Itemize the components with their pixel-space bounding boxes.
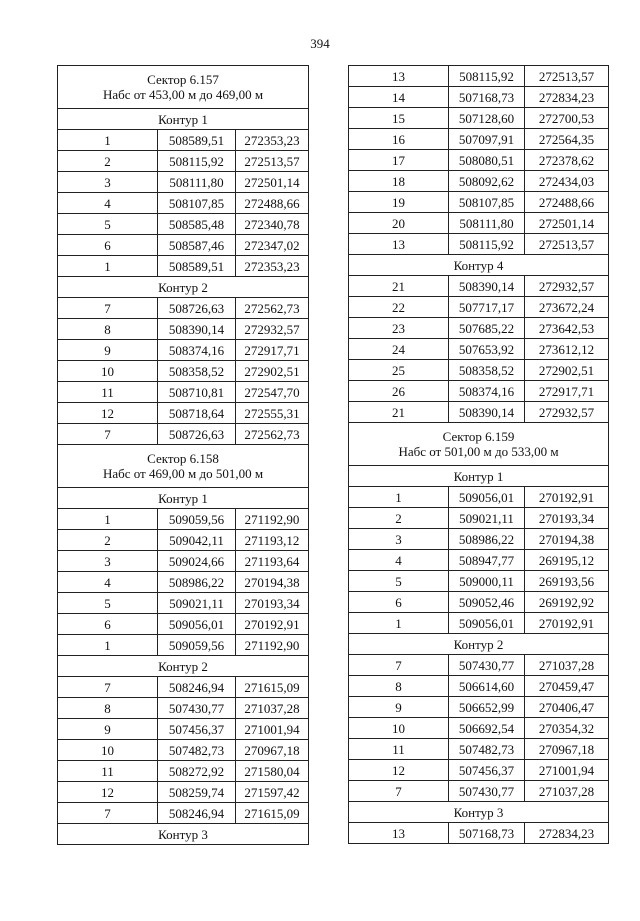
- sector-header-cell: [58, 66, 309, 109]
- coordinate-x-cell: 508390,14: [449, 276, 525, 297]
- coordinate-x-cell: 508986,22: [449, 529, 525, 550]
- point-number-cell: 5: [58, 593, 158, 614]
- coordinate-x-cell: 508115,92: [158, 151, 236, 172]
- coordinate-y-cell: 272353,23: [236, 130, 309, 151]
- coordinate-x-cell: 508390,14: [449, 402, 525, 423]
- point-number-cell: 1: [58, 635, 158, 656]
- coordinate-y-cell: 272834,23: [525, 87, 609, 108]
- table-row: [58, 298, 309, 319]
- table-row: [349, 739, 609, 760]
- coordinate-y-cell: 272917,71: [525, 381, 609, 402]
- coordinate-x-cell: 509024,66: [158, 551, 236, 572]
- coordinate-x-cell: 506692,54: [449, 718, 525, 739]
- coordinate-y-cell: 271193,12: [236, 530, 309, 551]
- point-number-cell: 3: [349, 529, 449, 550]
- sector-header-cell: [349, 423, 609, 466]
- coordinate-y-cell: 269195,12: [525, 550, 609, 571]
- point-number-cell: 5: [349, 571, 449, 592]
- table-row: [349, 697, 609, 718]
- coordinate-y-cell: 272488,66: [236, 193, 309, 214]
- contour-label: Контур 1: [58, 109, 309, 130]
- coordinate-y-cell: 272555,31: [236, 403, 309, 424]
- coordinate-y-cell: 271193,64: [236, 551, 309, 572]
- coordinate-x-cell: 508259,74: [158, 782, 236, 803]
- coordinate-y-cell: 271580,04: [236, 761, 309, 782]
- coordinate-x-cell: 507456,37: [449, 760, 525, 781]
- table-row: [349, 823, 609, 844]
- point-number-cell: 7: [58, 298, 158, 319]
- coordinate-x-cell: 509021,11: [158, 593, 236, 614]
- sector-elevation-range: Набс от 453,00 м до 469,00 м: [102, 87, 264, 102]
- table-row: [349, 487, 609, 508]
- table-row: [349, 66, 609, 87]
- table-row: [58, 572, 309, 593]
- table-row: [58, 361, 309, 382]
- contour-header-row: [349, 802, 609, 823]
- table-row: [349, 108, 609, 129]
- point-number-cell: 12: [58, 403, 158, 424]
- table-row: [349, 592, 609, 613]
- point-number-cell: 10: [349, 718, 449, 739]
- contour-header-row: [58, 277, 309, 298]
- point-number-cell: 3: [58, 172, 158, 193]
- point-number-cell: 26: [349, 381, 449, 402]
- table-row: [349, 781, 609, 802]
- coordinate-y-cell: 270193,34: [236, 593, 309, 614]
- table-row: [349, 613, 609, 634]
- point-number-cell: 12: [349, 760, 449, 781]
- point-number-cell: 6: [349, 592, 449, 613]
- coordinate-y-cell: 270192,91: [525, 613, 609, 634]
- point-number-cell: 13: [349, 823, 449, 844]
- point-number-cell: 22: [349, 297, 449, 318]
- coordinates-table-right: [348, 65, 609, 844]
- table-row: [58, 551, 309, 572]
- coordinate-x-cell: 508272,92: [158, 761, 236, 782]
- sector-elevation-range: Набс от 469,00 м до 501,00 м: [102, 466, 264, 481]
- point-number-cell: 13: [349, 66, 449, 87]
- point-number-cell: 1: [349, 613, 449, 634]
- point-number-cell: 21: [349, 402, 449, 423]
- coordinate-y-cell: 271037,28: [525, 655, 609, 676]
- coordinate-y-cell: 272902,51: [236, 361, 309, 382]
- coordinate-x-cell: 508080,51: [449, 150, 525, 171]
- coordinate-y-cell: 272932,57: [525, 276, 609, 297]
- point-number-cell: 18: [349, 171, 449, 192]
- table-row: [349, 150, 609, 171]
- coordinate-x-cell: 508374,16: [449, 381, 525, 402]
- coordinate-y-cell: 271192,90: [236, 635, 309, 656]
- coordinate-y-cell: 270192,91: [525, 487, 609, 508]
- coordinate-x-cell: 508115,92: [449, 234, 525, 255]
- coordinate-x-cell: 507168,73: [449, 823, 525, 844]
- table-row: [349, 87, 609, 108]
- coordinate-y-cell: 272513,57: [236, 151, 309, 172]
- point-number-cell: 7: [349, 781, 449, 802]
- coordinate-x-cell: 507482,73: [158, 740, 236, 761]
- contour-label: Контур 3: [58, 824, 309, 845]
- table-row: [58, 593, 309, 614]
- table-row: [58, 782, 309, 803]
- coordinate-x-cell: 507430,77: [158, 698, 236, 719]
- table-row: [349, 318, 609, 339]
- point-number-cell: 7: [58, 803, 158, 824]
- table-row: [349, 213, 609, 234]
- coordinate-x-cell: 508107,85: [449, 192, 525, 213]
- coordinate-x-cell: 508986,22: [158, 572, 236, 593]
- coordinate-y-cell: 270193,34: [525, 508, 609, 529]
- point-number-cell: 2: [58, 530, 158, 551]
- table-row: [349, 339, 609, 360]
- point-number-cell: 1: [58, 130, 158, 151]
- point-number-cell: 12: [58, 782, 158, 803]
- coordinate-y-cell: 272564,35: [525, 129, 609, 150]
- point-number-cell: 6: [58, 614, 158, 635]
- coordinate-x-cell: 508589,51: [158, 130, 236, 151]
- coordinate-x-cell: 509059,56: [158, 635, 236, 656]
- sector-title: Сектор 6.157: [147, 72, 219, 87]
- coordinate-x-cell: 508947,77: [449, 550, 525, 571]
- point-number-cell: 21: [349, 276, 449, 297]
- point-number-cell: 7: [58, 677, 158, 698]
- coordinate-y-cell: 271192,90: [236, 509, 309, 530]
- sector-title: Сектор 6.158: [147, 451, 219, 466]
- coordinate-y-cell: 271615,09: [236, 677, 309, 698]
- coordinate-y-cell: 272501,14: [236, 172, 309, 193]
- table-row: [58, 803, 309, 824]
- table-row: [349, 297, 609, 318]
- table-row: [58, 214, 309, 235]
- point-number-cell: 14: [349, 87, 449, 108]
- coordinate-y-cell: 270406,47: [525, 697, 609, 718]
- point-number-cell: 9: [58, 719, 158, 740]
- coordinate-x-cell: 507097,91: [449, 129, 525, 150]
- coordinate-x-cell: 509056,01: [449, 613, 525, 634]
- coordinate-x-cell: 509059,56: [158, 509, 236, 530]
- coordinate-y-cell: 271001,94: [525, 760, 609, 781]
- page-number: 394: [310, 36, 330, 51]
- point-number-cell: 8: [58, 319, 158, 340]
- table-row: [349, 276, 609, 297]
- coordinate-y-cell: 272917,71: [236, 340, 309, 361]
- coordinate-y-cell: 272488,66: [525, 192, 609, 213]
- coordinate-y-cell: 270194,38: [525, 529, 609, 550]
- coordinate-x-cell: 507482,73: [449, 739, 525, 760]
- table-row: [58, 530, 309, 551]
- table-row: [58, 761, 309, 782]
- table-row: [58, 509, 309, 530]
- coordinate-x-cell: 509000,11: [449, 571, 525, 592]
- contour-header-row: [349, 634, 609, 655]
- sector-elevation-range: Набс от 501,00 м до 533,00 м: [398, 444, 559, 459]
- point-number-cell: 15: [349, 108, 449, 129]
- coordinate-x-cell: 507653,92: [449, 339, 525, 360]
- contour-header-row: [58, 488, 309, 509]
- coordinate-y-cell: 272834,23: [525, 823, 609, 844]
- coordinate-x-cell: 509021,11: [449, 508, 525, 529]
- coordinate-x-cell: 508726,63: [158, 424, 236, 445]
- point-number-cell: 11: [349, 739, 449, 760]
- coordinate-x-cell: 508358,52: [449, 360, 525, 381]
- table-row: [58, 740, 309, 761]
- contour-header-row: [58, 824, 309, 845]
- point-number-cell: 10: [58, 361, 158, 382]
- coordinate-x-cell: 508585,48: [158, 214, 236, 235]
- point-number-cell: 25: [349, 360, 449, 381]
- coordinates-table-left: [57, 65, 309, 845]
- coordinate-y-cell: 270459,47: [525, 676, 609, 697]
- table-row: [349, 360, 609, 381]
- coordinate-y-cell: 269193,56: [525, 571, 609, 592]
- coordinate-y-cell: 270967,18: [236, 740, 309, 761]
- coordinate-y-cell: 272932,57: [236, 319, 309, 340]
- table-row: [58, 172, 309, 193]
- point-number-cell: 3: [58, 551, 158, 572]
- point-number-cell: 8: [349, 676, 449, 697]
- table-row: [349, 129, 609, 150]
- coordinate-y-cell: 270194,38: [236, 572, 309, 593]
- contour-header-row: [349, 255, 609, 276]
- coordinate-y-cell: 272434,03: [525, 171, 609, 192]
- table-row: [58, 424, 309, 445]
- coordinate-y-cell: 271037,28: [525, 781, 609, 802]
- table-row: [58, 193, 309, 214]
- contour-label: Контур 2: [58, 277, 309, 298]
- coordinate-x-cell: 508115,92: [449, 66, 525, 87]
- point-number-cell: 4: [58, 193, 158, 214]
- point-number-cell: 1: [349, 487, 449, 508]
- point-number-cell: 11: [58, 761, 158, 782]
- coordinate-y-cell: 272378,62: [525, 150, 609, 171]
- point-number-cell: 7: [349, 655, 449, 676]
- table-row: [349, 760, 609, 781]
- table-row: [349, 571, 609, 592]
- coordinate-y-cell: 270967,18: [525, 739, 609, 760]
- coordinate-x-cell: 508710,81: [158, 382, 236, 403]
- table-row: [349, 171, 609, 192]
- coordinate-x-cell: 508587,46: [158, 235, 236, 256]
- table-row: [58, 256, 309, 277]
- coordinate-x-cell: 509042,11: [158, 530, 236, 551]
- coordinate-x-cell: 508107,85: [158, 193, 236, 214]
- coordinate-x-cell: 508246,94: [158, 803, 236, 824]
- coordinate-y-cell: 271615,09: [236, 803, 309, 824]
- table-row: [349, 192, 609, 213]
- coordinate-y-cell: 270192,91: [236, 614, 309, 635]
- coordinates-table-left-body: [58, 66, 309, 845]
- sector-header-cell: [58, 445, 309, 488]
- coordinate-x-cell: 507128,60: [449, 108, 525, 129]
- table-row: [58, 635, 309, 656]
- point-number-cell: 23: [349, 318, 449, 339]
- coordinate-y-cell: 272700,53: [525, 108, 609, 129]
- point-number-cell: 2: [349, 508, 449, 529]
- coordinate-y-cell: 272932,57: [525, 402, 609, 423]
- contour-label: Контур 4: [349, 255, 609, 276]
- coordinate-y-cell: 272547,70: [236, 382, 309, 403]
- coordinate-y-cell: 271001,94: [236, 719, 309, 740]
- coordinate-x-cell: 508589,51: [158, 256, 236, 277]
- point-number-cell: 13: [349, 234, 449, 255]
- coordinate-x-cell: 507168,73: [449, 87, 525, 108]
- table-row: [349, 655, 609, 676]
- point-number-cell: 1: [58, 509, 158, 530]
- sector-header-row: [349, 423, 609, 466]
- coordinate-y-cell: 272562,73: [236, 298, 309, 319]
- contour-label: Контур 1: [58, 488, 309, 509]
- sector-header-row: [58, 66, 309, 109]
- point-number-cell: 9: [58, 340, 158, 361]
- contour-header-row: [58, 109, 309, 130]
- coordinate-y-cell: 270354,32: [525, 718, 609, 739]
- point-number-cell: 19: [349, 192, 449, 213]
- point-number-cell: 17: [349, 150, 449, 171]
- coordinate-x-cell: 508092,62: [449, 171, 525, 192]
- table-row: [58, 340, 309, 361]
- coordinate-y-cell: 271037,28: [236, 698, 309, 719]
- point-number-cell: 11: [58, 382, 158, 403]
- coordinate-y-cell: 273672,24: [525, 297, 609, 318]
- contour-header-row: [58, 656, 309, 677]
- table-row: [349, 718, 609, 739]
- coordinate-y-cell: 273642,53: [525, 318, 609, 339]
- coordinate-y-cell: 269192,92: [525, 592, 609, 613]
- coordinate-x-cell: 508111,80: [449, 213, 525, 234]
- table-row: [58, 403, 309, 424]
- table-row: [349, 234, 609, 255]
- coordinate-y-cell: 273612,12: [525, 339, 609, 360]
- coordinate-y-cell: 272353,23: [236, 256, 309, 277]
- coordinates-table-right-body: [349, 66, 609, 844]
- table-row: [58, 130, 309, 151]
- coordinate-x-cell: 508111,80: [158, 172, 236, 193]
- coordinate-y-cell: 272513,57: [525, 234, 609, 255]
- coordinate-x-cell: 507456,37: [158, 719, 236, 740]
- coordinate-x-cell: 508726,63: [158, 298, 236, 319]
- table-row: [349, 529, 609, 550]
- table-row: [58, 319, 309, 340]
- table-row: [58, 677, 309, 698]
- sector-header-row: [58, 445, 309, 488]
- coordinate-x-cell: 507430,77: [449, 781, 525, 802]
- coordinate-x-cell: 507685,22: [449, 318, 525, 339]
- table-row: [58, 151, 309, 172]
- point-number-cell: 5: [58, 214, 158, 235]
- coordinate-x-cell: 509052,46: [449, 592, 525, 613]
- coordinate-x-cell: 507717,17: [449, 297, 525, 318]
- coordinate-x-cell: 507430,77: [449, 655, 525, 676]
- coordinate-y-cell: 272902,51: [525, 360, 609, 381]
- contour-label: Контур 3: [349, 802, 609, 823]
- point-number-cell: 24: [349, 339, 449, 360]
- coordinate-x-cell: 509056,01: [449, 487, 525, 508]
- contour-label: Контур 2: [349, 634, 609, 655]
- contour-label: Контур 2: [58, 656, 309, 677]
- point-number-cell: 1: [58, 256, 158, 277]
- table-row: [58, 614, 309, 635]
- coordinate-y-cell: 271597,42: [236, 782, 309, 803]
- point-number-cell: 4: [58, 572, 158, 593]
- contour-label: Контур 1: [349, 466, 609, 487]
- coordinate-x-cell: 508358,52: [158, 361, 236, 382]
- point-number-cell: 16: [349, 129, 449, 150]
- table-row: [349, 508, 609, 529]
- contour-header-row: [349, 466, 609, 487]
- coordinate-y-cell: 272340,78: [236, 214, 309, 235]
- point-number-cell: 10: [58, 740, 158, 761]
- table-row: [58, 235, 309, 256]
- coordinate-y-cell: 272501,14: [525, 213, 609, 234]
- point-number-cell: 4: [349, 550, 449, 571]
- coordinate-x-cell: 509056,01: [158, 614, 236, 635]
- coordinate-x-cell: 506614,60: [449, 676, 525, 697]
- point-number-cell: 8: [58, 698, 158, 719]
- coordinate-y-cell: 272513,57: [525, 66, 609, 87]
- coordinate-y-cell: 272562,73: [236, 424, 309, 445]
- coordinate-x-cell: 508374,16: [158, 340, 236, 361]
- sector-title: Сектор 6.159: [442, 429, 515, 444]
- point-number-cell: 20: [349, 213, 449, 234]
- point-number-cell: 2: [58, 151, 158, 172]
- table-row: [58, 719, 309, 740]
- table-row: [349, 550, 609, 571]
- table-row: [58, 382, 309, 403]
- coordinate-y-cell: 272347,02: [236, 235, 309, 256]
- table-row: [58, 698, 309, 719]
- table-row: [349, 676, 609, 697]
- table-row: [349, 402, 609, 423]
- point-number-cell: 6: [58, 235, 158, 256]
- coordinate-x-cell: 508718,64: [158, 403, 236, 424]
- coordinate-x-cell: 508246,94: [158, 677, 236, 698]
- point-number-cell: 7: [58, 424, 158, 445]
- coordinate-x-cell: 506652,99: [449, 697, 525, 718]
- point-number-cell: 9: [349, 697, 449, 718]
- table-row: [349, 381, 609, 402]
- coordinate-x-cell: 508390,14: [158, 319, 236, 340]
